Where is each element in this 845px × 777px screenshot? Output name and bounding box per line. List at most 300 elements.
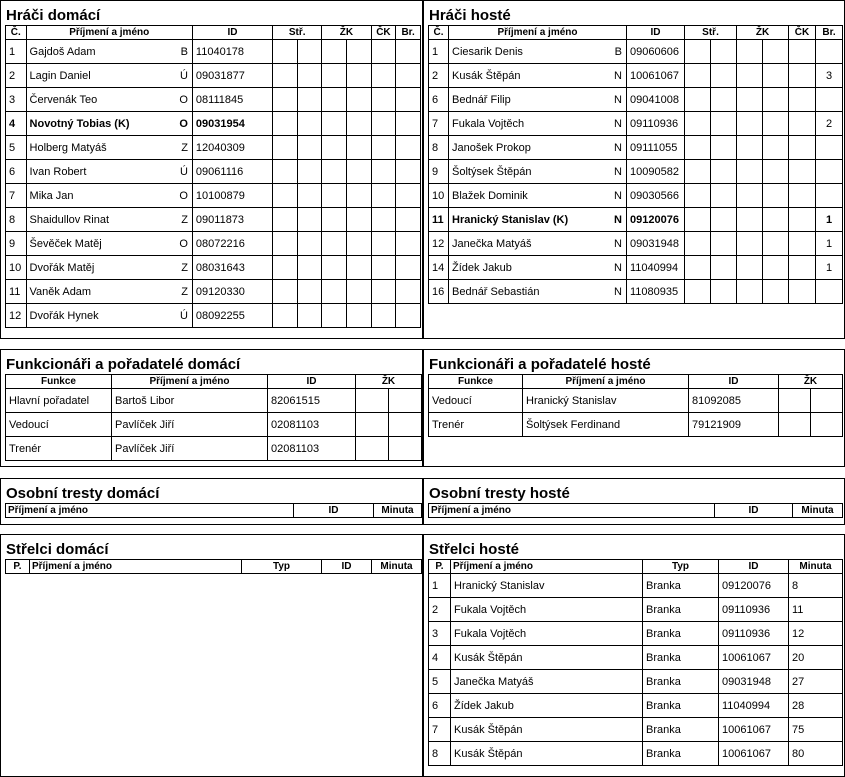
player-row xyxy=(429,64,843,88)
player-number: 5 xyxy=(6,136,27,160)
home-players-panel xyxy=(0,0,423,339)
player-position: N xyxy=(614,141,622,154)
ck-cell xyxy=(371,280,396,304)
player-name: Gajdoš Adam xyxy=(29,45,96,58)
player-name-cell xyxy=(449,280,627,304)
col-func-header: Funkce xyxy=(429,375,523,389)
str-cell-1 xyxy=(273,256,298,280)
col-zk-header: ŽK xyxy=(737,26,789,40)
zk-cell-2 xyxy=(763,160,789,184)
player-goals xyxy=(816,184,843,208)
official-name: Hranický Stanislav xyxy=(523,389,689,413)
zk-cell-2 xyxy=(763,256,789,280)
official-function: Trenér xyxy=(6,437,112,461)
ck-cell xyxy=(789,88,816,112)
player-goals xyxy=(396,232,421,256)
col-name-header: Příjmení a jméno xyxy=(112,375,268,389)
str-cell-2 xyxy=(297,304,322,328)
scorer-minute: 8 xyxy=(789,574,843,598)
scorer-minute: 12 xyxy=(789,622,843,646)
zk-cell-1 xyxy=(737,136,763,160)
official-name: Šoltýsek Ferdinand xyxy=(523,413,689,437)
player-position: Ú xyxy=(179,309,188,322)
scorer-type: Branka xyxy=(643,574,719,598)
zk-cell-2 xyxy=(811,413,843,437)
player-goals xyxy=(816,136,843,160)
str-cell-1 xyxy=(685,280,711,304)
zk-cell-1 xyxy=(356,413,389,437)
player-number: 7 xyxy=(6,184,27,208)
player-row xyxy=(6,40,421,64)
player-id: 09031877 xyxy=(192,64,272,88)
ck-cell xyxy=(789,40,816,64)
scorer-row xyxy=(429,646,843,670)
player-id: 09031948 xyxy=(627,232,685,256)
player-position: Z xyxy=(181,141,188,154)
zk-cell-1 xyxy=(356,437,389,461)
str-cell-2 xyxy=(297,232,322,256)
player-name: Žídek Jakub xyxy=(452,261,512,274)
ck-cell xyxy=(789,160,816,184)
player-row xyxy=(6,232,421,256)
zk-cell-1 xyxy=(737,256,763,280)
ck-cell xyxy=(789,112,816,136)
official-id: 02081103 xyxy=(268,413,356,437)
str-cell-2 xyxy=(711,40,737,64)
home-penalties-header-row xyxy=(6,504,422,518)
player-goals: 1 xyxy=(816,256,843,280)
official-row xyxy=(429,389,843,413)
player-goals xyxy=(396,280,421,304)
str-cell-1 xyxy=(273,64,298,88)
official-function: Trenér xyxy=(429,413,523,437)
str-cell-2 xyxy=(711,232,737,256)
player-position: B xyxy=(614,45,622,58)
away-penalties-header-row xyxy=(429,504,843,518)
home-scorers-header-row xyxy=(6,560,422,574)
scorer-minute: 75 xyxy=(789,718,843,742)
away-officials-table xyxy=(428,374,843,437)
scorer-order: 1 xyxy=(429,574,451,598)
player-id: 09120076 xyxy=(627,208,685,232)
official-row xyxy=(6,413,422,437)
player-row xyxy=(6,136,421,160)
scorer-minute: 27 xyxy=(789,670,843,694)
player-id: 10061067 xyxy=(627,64,685,88)
player-name: Mika Jan xyxy=(29,189,74,202)
home-players-title: Hráči domácí xyxy=(6,7,101,24)
col-minute-header: Minuta xyxy=(374,504,422,518)
player-goals xyxy=(396,256,421,280)
col-id-header: ID xyxy=(689,375,779,389)
ck-cell xyxy=(789,184,816,208)
scorer-type: Branka xyxy=(643,622,719,646)
player-name-cell xyxy=(26,160,192,184)
str-cell-1 xyxy=(273,232,298,256)
scorer-type: Branka xyxy=(643,598,719,622)
player-name: Červenák Teo xyxy=(29,93,98,106)
col-minute-header: Minuta xyxy=(372,560,422,574)
zk-cell-2 xyxy=(389,413,422,437)
player-row xyxy=(429,40,843,64)
player-position: Z xyxy=(181,261,188,274)
scorer-row xyxy=(429,574,843,598)
player-position: O xyxy=(179,117,188,130)
str-cell-2 xyxy=(711,112,737,136)
zk-cell-2 xyxy=(346,280,371,304)
scorer-name: Hranický Stanislav xyxy=(451,574,643,598)
player-number: 12 xyxy=(429,232,449,256)
player-id: 08072216 xyxy=(192,232,272,256)
col-name-header: Příjmení a jméno xyxy=(30,560,242,574)
scorer-minute: 80 xyxy=(789,742,843,766)
player-goals xyxy=(396,40,421,64)
player-name: Ševěček Matěj xyxy=(29,237,102,250)
str-cell-2 xyxy=(711,160,737,184)
col-br-header: Br. xyxy=(816,26,843,40)
official-id: 82061515 xyxy=(268,389,356,413)
player-name: Bednář Sebastián xyxy=(452,285,540,298)
player-number: 6 xyxy=(6,160,27,184)
zk-cell-2 xyxy=(763,40,789,64)
player-row xyxy=(6,280,421,304)
player-id: 11040994 xyxy=(627,256,685,280)
scorer-minute: 20 xyxy=(789,646,843,670)
str-cell-1 xyxy=(685,208,711,232)
ck-cell xyxy=(789,136,816,160)
official-name: Bartoš Libor xyxy=(112,389,268,413)
scorer-id: 09110936 xyxy=(719,598,789,622)
home-scorers-table xyxy=(5,559,422,574)
player-row xyxy=(429,256,843,280)
col-zk-header: ŽK xyxy=(779,375,843,389)
player-name: Hranický Stanislav (K) xyxy=(452,213,569,226)
player-id: 09110936 xyxy=(627,112,685,136)
away-penalties-table xyxy=(428,503,843,518)
player-number: 9 xyxy=(6,232,27,256)
official-id: 02081103 xyxy=(268,437,356,461)
col-p-header: P. xyxy=(429,560,451,574)
official-function: Vedoucí xyxy=(6,413,112,437)
home-scorers-panel xyxy=(0,534,423,777)
scorer-name: Kusák Štěpán xyxy=(451,742,643,766)
player-name-cell xyxy=(449,40,627,64)
str-cell-1 xyxy=(685,64,711,88)
player-position: Z xyxy=(181,285,188,298)
scorer-name: Fukala Vojtěch xyxy=(451,622,643,646)
player-goals xyxy=(816,88,843,112)
zk-cell-2 xyxy=(346,256,371,280)
player-name-cell xyxy=(26,232,192,256)
ck-cell xyxy=(371,64,396,88)
player-id: 08111845 xyxy=(192,88,272,112)
zk-cell-1 xyxy=(356,389,389,413)
str-cell-1 xyxy=(685,88,711,112)
player-row xyxy=(6,256,421,280)
away-players-header-row xyxy=(429,26,843,40)
str-cell-1 xyxy=(685,184,711,208)
scorer-id: 10061067 xyxy=(719,646,789,670)
scorer-order: 4 xyxy=(429,646,451,670)
player-name-cell xyxy=(26,304,192,328)
zk-cell-1 xyxy=(737,184,763,208)
player-name-cell xyxy=(449,184,627,208)
player-number: 9 xyxy=(429,160,449,184)
scorer-order: 2 xyxy=(429,598,451,622)
scorer-name: Žídek Jakub xyxy=(451,694,643,718)
scorer-order: 7 xyxy=(429,718,451,742)
player-name: Ciesarik Denis xyxy=(452,45,523,58)
zk-cell-2 xyxy=(811,389,843,413)
player-name: Fukala Vojtěch xyxy=(452,117,525,130)
scorer-type: Branka xyxy=(643,670,719,694)
official-row xyxy=(6,437,422,461)
zk-cell-2 xyxy=(346,208,371,232)
scorer-row xyxy=(429,718,843,742)
home-players-header-row xyxy=(6,26,421,40)
zk-cell-1 xyxy=(737,64,763,88)
str-cell-2 xyxy=(711,88,737,112)
zk-cell-1 xyxy=(322,40,347,64)
zk-cell-1 xyxy=(737,160,763,184)
scorer-type: Branka xyxy=(643,718,719,742)
col-id-header: ID xyxy=(192,26,272,40)
scorer-name: Janečka Matyáš xyxy=(451,670,643,694)
col-id-header: ID xyxy=(719,560,789,574)
zk-cell-2 xyxy=(763,232,789,256)
player-name-cell xyxy=(26,136,192,160)
player-goals: 2 xyxy=(816,112,843,136)
scorer-id: 11040994 xyxy=(719,694,789,718)
player-position: N xyxy=(614,117,622,130)
player-name: Ivan Robert xyxy=(29,165,87,178)
player-number: 2 xyxy=(429,64,449,88)
player-row xyxy=(429,136,843,160)
str-cell-1 xyxy=(685,40,711,64)
player-row xyxy=(429,160,843,184)
zk-cell-1 xyxy=(322,304,347,328)
player-position: N xyxy=(614,165,622,178)
player-position: O xyxy=(179,189,188,202)
player-position: B xyxy=(180,45,188,58)
col-name-header: Příjmení a jméno xyxy=(451,560,643,574)
scorer-name: Kusák Štěpán xyxy=(451,646,643,670)
col-id-header: ID xyxy=(715,504,793,518)
player-row xyxy=(6,304,421,328)
zk-cell-1 xyxy=(322,208,347,232)
away-scorers-title: Střelci hosté xyxy=(429,541,520,558)
scorer-type: Branka xyxy=(643,646,719,670)
zk-cell-2 xyxy=(346,136,371,160)
player-number: 11 xyxy=(429,208,449,232)
player-id: 11080935 xyxy=(627,280,685,304)
col-str-header: Stř. xyxy=(685,26,737,40)
col-ck-header: ČK xyxy=(371,26,396,40)
player-id: 09011873 xyxy=(192,208,272,232)
player-id: 09031954 xyxy=(192,112,272,136)
ck-cell xyxy=(789,64,816,88)
scorer-row xyxy=(429,598,843,622)
zk-cell-1 xyxy=(737,112,763,136)
official-function: Vedoucí xyxy=(429,389,523,413)
scorer-id: 10061067 xyxy=(719,718,789,742)
scorer-order: 5 xyxy=(429,670,451,694)
player-name: Vaněk Adam xyxy=(29,285,92,298)
home-officials-table xyxy=(5,374,422,461)
zk-cell-2 xyxy=(763,280,789,304)
player-row xyxy=(429,112,843,136)
player-position: Ú xyxy=(179,165,188,178)
away-officials-title: Funkcionáři a pořadatelé hosté xyxy=(429,356,651,373)
str-cell-1 xyxy=(273,136,298,160)
player-number: 10 xyxy=(6,256,27,280)
player-name: Šoltýsek Štěpán xyxy=(452,165,532,178)
away-players-table xyxy=(428,25,843,304)
str-cell-1 xyxy=(685,256,711,280)
str-cell-2 xyxy=(297,112,322,136)
player-number: 12 xyxy=(6,304,27,328)
player-position: O xyxy=(179,237,188,250)
player-number: 3 xyxy=(6,88,27,112)
scorer-order: 6 xyxy=(429,694,451,718)
str-cell-2 xyxy=(297,136,322,160)
official-name: Pavlíček Jiří xyxy=(112,437,268,461)
col-minute-header: Minuta xyxy=(789,560,843,574)
zk-cell-2 xyxy=(763,184,789,208)
player-number: 14 xyxy=(429,256,449,280)
str-cell-1 xyxy=(273,280,298,304)
player-name: Kusák Štěpán xyxy=(452,69,521,82)
player-name: Novotný Tobias (K) xyxy=(29,117,130,130)
player-row xyxy=(6,112,421,136)
player-name: Janečka Matyáš xyxy=(452,237,532,250)
scorer-minute: 11 xyxy=(789,598,843,622)
col-p-header: P. xyxy=(6,560,30,574)
zk-cell-2 xyxy=(346,40,371,64)
str-cell-2 xyxy=(297,208,322,232)
ck-cell xyxy=(371,40,396,64)
zk-cell-2 xyxy=(346,232,371,256)
player-id: 10090582 xyxy=(627,160,685,184)
player-goals xyxy=(816,160,843,184)
zk-cell-1 xyxy=(737,40,763,64)
scorer-name: Fukala Vojtěch xyxy=(451,598,643,622)
away-scorers-body xyxy=(429,574,843,766)
scorer-id: 10061067 xyxy=(719,742,789,766)
player-id: 09041008 xyxy=(627,88,685,112)
player-position: N xyxy=(614,93,622,106)
player-goals xyxy=(816,40,843,64)
player-row xyxy=(429,208,843,232)
player-name-cell xyxy=(26,88,192,112)
player-row xyxy=(429,232,843,256)
col-name-header: Příjmení a jméno xyxy=(26,26,192,40)
ck-cell xyxy=(789,208,816,232)
player-name: Holberg Matyáš xyxy=(29,141,107,154)
scorer-minute: 28 xyxy=(789,694,843,718)
scorer-row xyxy=(429,742,843,766)
player-goals xyxy=(396,112,421,136)
player-row xyxy=(6,208,421,232)
player-name-cell xyxy=(26,64,192,88)
scorer-order: 3 xyxy=(429,622,451,646)
col-name-header: Příjmení a jméno xyxy=(523,375,689,389)
player-id: 08031643 xyxy=(192,256,272,280)
player-name-cell xyxy=(449,136,627,160)
player-id: 09111055 xyxy=(627,136,685,160)
ck-cell xyxy=(371,208,396,232)
player-position: Z xyxy=(181,213,188,226)
official-function: Hlavní pořadatel xyxy=(6,389,112,413)
zk-cell-1 xyxy=(322,184,347,208)
player-name: Dvořák Matěj xyxy=(29,261,95,274)
str-cell-1 xyxy=(685,232,711,256)
col-num-header: Č. xyxy=(6,26,27,40)
ck-cell xyxy=(789,232,816,256)
zk-cell-1 xyxy=(322,64,347,88)
player-goals xyxy=(396,88,421,112)
zk-cell-2 xyxy=(346,88,371,112)
player-name-cell xyxy=(449,232,627,256)
player-goals: 3 xyxy=(816,64,843,88)
player-id: 08092255 xyxy=(192,304,272,328)
official-row xyxy=(6,389,422,413)
zk-cell-2 xyxy=(389,389,422,413)
ck-cell xyxy=(371,88,396,112)
str-cell-2 xyxy=(297,256,322,280)
home-penalties-panel xyxy=(0,478,423,525)
zk-cell-2 xyxy=(346,184,371,208)
player-name: Shaidullov Rinat xyxy=(29,213,110,226)
zk-cell-2 xyxy=(763,112,789,136)
zk-cell-1 xyxy=(322,160,347,184)
player-position: N xyxy=(614,213,622,226)
zk-cell-2 xyxy=(346,304,371,328)
player-name-cell xyxy=(449,160,627,184)
zk-cell-1 xyxy=(779,413,811,437)
player-name-cell xyxy=(26,184,192,208)
player-number: 6 xyxy=(429,88,449,112)
zk-cell-1 xyxy=(737,88,763,112)
away-players-body xyxy=(429,40,843,304)
player-row xyxy=(6,160,421,184)
player-position: N xyxy=(614,69,622,82)
zk-cell-1 xyxy=(779,389,811,413)
home-players-body xyxy=(6,40,421,328)
player-name-cell xyxy=(26,208,192,232)
ck-cell xyxy=(371,184,396,208)
official-name: Pavlíček Jiří xyxy=(112,413,268,437)
home-players-table xyxy=(5,25,421,328)
col-func-header: Funkce xyxy=(6,375,112,389)
official-row xyxy=(429,413,843,437)
scorer-row xyxy=(429,670,843,694)
col-name-header: Příjmení a jméno xyxy=(6,504,294,518)
col-name-header: Příjmení a jméno xyxy=(449,26,627,40)
player-name-cell xyxy=(26,256,192,280)
str-cell-2 xyxy=(711,184,737,208)
col-str-header: Stř. xyxy=(273,26,322,40)
scorer-id: 09031948 xyxy=(719,670,789,694)
ck-cell xyxy=(371,160,396,184)
zk-cell-2 xyxy=(763,88,789,112)
away-officials-body xyxy=(429,389,843,437)
player-goals xyxy=(396,160,421,184)
str-cell-1 xyxy=(685,136,711,160)
scorer-type: Branka xyxy=(643,694,719,718)
player-position: N xyxy=(614,261,622,274)
str-cell-1 xyxy=(273,208,298,232)
